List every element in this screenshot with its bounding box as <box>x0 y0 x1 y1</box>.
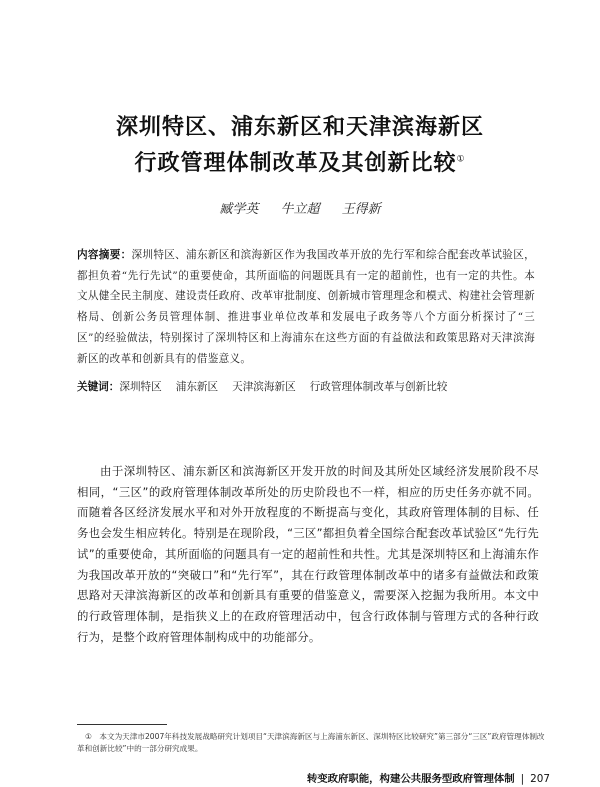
author-list: 臧学英 牛立超 王得新 <box>219 202 381 217</box>
keywords <box>77 377 535 397</box>
footnote <box>77 731 545 755</box>
paper-title-line-2 <box>60 146 540 177</box>
keyword-item: 天津滨海新区 <box>232 381 296 393</box>
running-title: 转变政府职能，构建公共服务型政府管理体制 <box>306 773 515 785</box>
footer-separator: | <box>520 773 525 785</box>
footnote-divider <box>77 724 167 725</box>
running-footer <box>250 770 550 785</box>
title-footnote-marker: ① <box>456 154 466 165</box>
keywords-label: 关键词： <box>77 381 120 393</box>
abstract-text: 深圳特区、浦东新区和滨海新区作为我国改革开放的先行军和综合配套改革试验区，都担负着“先行先试”的重要使命，其所面临的问题既具有一定的超前性，也有一定的共性。本文从健全民主制度、建设责任政府、改革审批制度、创新城市管理理念和模式、构建社会管理新格局、创新公务员管理体制、推进事业单位改革和发展电子政务等八个方面分析探讨了“三区”的经验做法，特别探讨了深圳特区和上海浦东在这些方面的有益做法和政策思路对天津滨海新区的改革和创新具有的借鉴意义。 <box>77 249 535 365</box>
abstract <box>77 245 535 369</box>
body-paragraph: 由于深圳特区、浦东新区和滨海新区开发开放的时间及其所处区域经济发展阶段不尽相同，“三区”的政府管理体制改革所处的历史阶段也不一样，相应的历史任务亦就不同。而随着各区经济发展水平和对外开放程度的不断提高与变化，其政府管理体制的目标、任务也会发生相应转化。特别是在现阶段，“三区”都担负着全国综合配套改革试验区“先行先试”的重要使命，其所面临的问题具有一定的超前性和共性。尤其是深圳特区和上海浦东作为我国改革开放的“突破口”和“先行军”，其在行政管理体制改革中的诸多有益做法和政策思路对天津滨海新区的改革和创新具有重要的借鉴意义，需要深入挖掘为我所用。本文中的行政管理体制，是指狭义上的在政府管理活动中，包含行政体制与管理方式的各种行政行为，是整个政府管理体制构成中的功能部分。 <box>77 464 539 644</box>
paper-title-line-1: 深圳特区、浦东新区和天津滨海新区 <box>115 115 484 140</box>
page-number: 207 <box>530 773 550 785</box>
keyword-item: 浦东新区 <box>175 381 219 393</box>
keyword-item: 行政管理体制改革与创新比较 <box>309 381 448 393</box>
abstract-label: 内容摘要： <box>77 249 132 261</box>
footnote-marker: ① <box>85 732 92 741</box>
footnote-text: 本文为天津市2007年科技发展战略研究计划项目“天津滨海新区与上海浦东新区、深圳特区比较研究”第三部分“三区”政府管理体制改革和创新比较”中的一部分研究成果。 <box>77 732 545 753</box>
paper-title-line-2-text: 行政管理体制改革及其创新比较 <box>134 151 457 176</box>
keyword-item: 深圳特区 <box>119 381 162 393</box>
